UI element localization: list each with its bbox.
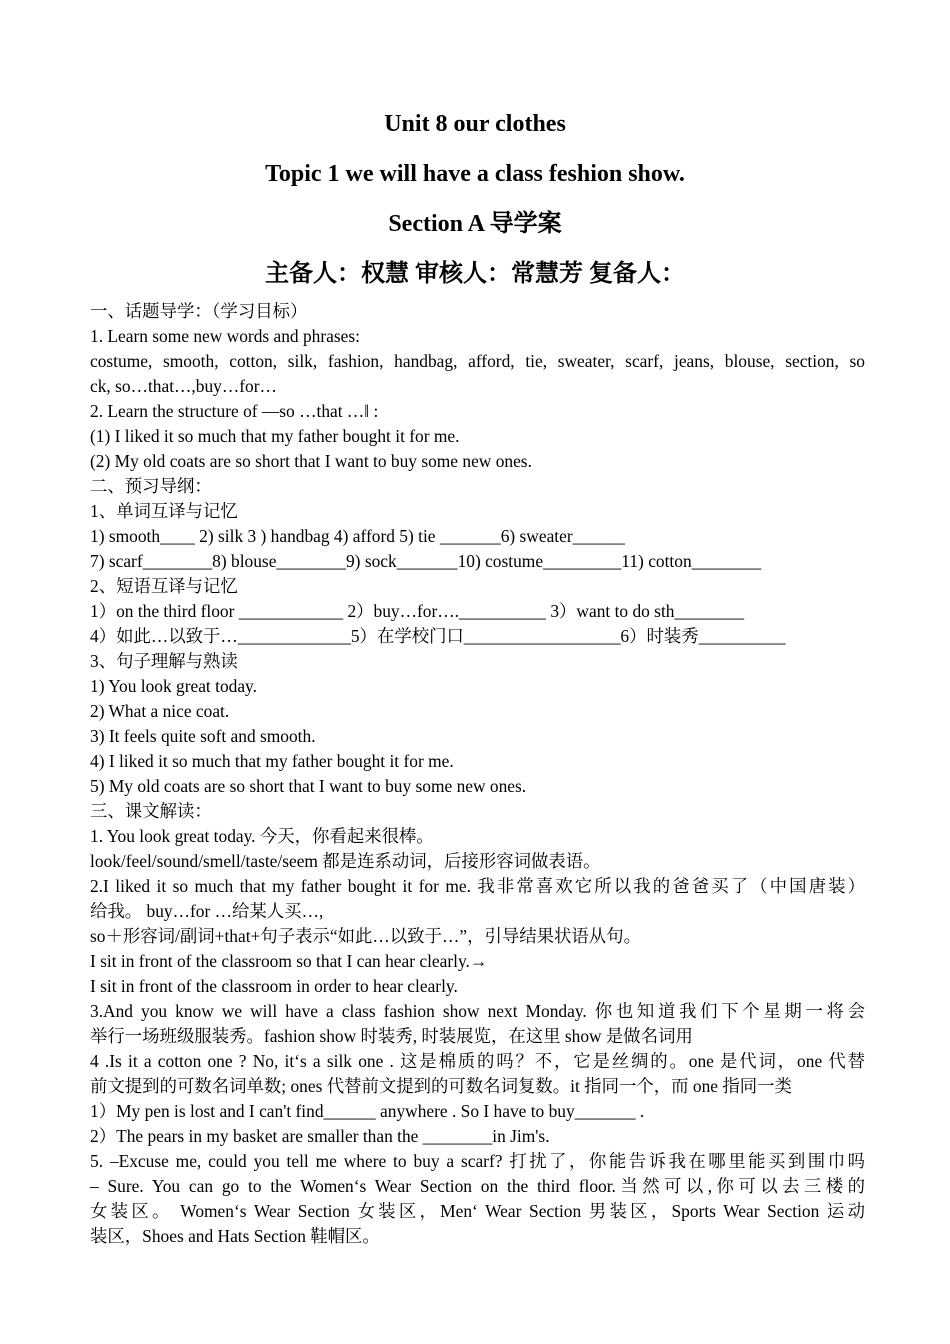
sentence-item: 1) You look great today. xyxy=(90,676,257,696)
objective-2: 2. Learn the structure of ―so …that …‖ : xyxy=(90,401,379,421)
example-sentence-1: (1) I liked it so much that my father bought it for me. xyxy=(90,426,460,446)
analysis-line: 举行一场班级服装秀。fashion show 时装秀, 时装展览，在这里 show 是做名词用 xyxy=(90,1026,693,1046)
analysis-line: I sit in front of the classroom so that I can hear clearly.→ xyxy=(90,951,488,971)
example-sentence-2: (2) My old coats are so short that I want to buy some new ones. xyxy=(90,451,532,471)
subheading-phrases: 2、短语互译与记忆 xyxy=(90,576,238,596)
analysis-line: 给我。 buy…for …给某人买…, xyxy=(90,901,324,921)
sentence-item: 2) What a nice coat. xyxy=(90,701,230,721)
word-exercise-row-2: 7) scarf________8) blouse________9) sock_______10) costume_________11) cotton________ xyxy=(90,551,762,571)
exercise-line: 1）My pen is lost and I can't find______ anywhere . So I have to buy_______ . xyxy=(90,1101,645,1121)
analysis-line: I sit in front of the classroom in order to hear clearly. xyxy=(90,976,458,996)
analysis-line: 1. You look great today. 今天，你看起来很棒。 xyxy=(90,826,434,846)
subheading-words: 1、单词互译与记忆 xyxy=(90,501,238,521)
topic-title: Topic 1 we will have a class feshion show. xyxy=(265,161,685,187)
phrase-exercise-row-1: 1）on the third floor ____________ 2）buy…for….__________ 3）want to do sth________ xyxy=(90,601,745,621)
heading-preview: 二、预习导纲： xyxy=(90,476,212,496)
section-title: Section A 导学案 xyxy=(388,211,562,237)
vocabulary-list: costume, smooth, cotton, silk, fashion, handbag, afford, tie, sweater, scarf, jeans, blouse, section, so xyxy=(90,351,865,371)
vocabulary-list-cont: ck, so…that…,buy…for… xyxy=(90,376,277,396)
analysis-line: 前文提到的可数名词单数; ones 代替前文提到的可数名词复数。it 指同一个，而 one 指同一类 xyxy=(90,1076,792,1096)
analysis-line: 2.I liked it so much that my father bought it for me. 我非常喜欢它所以我的爸爸买了（中国唐装） xyxy=(90,876,865,896)
analysis-line: – Sure. You can go to the Women‘s Wear Section on the third floor.当然可以,你可以去三楼的 xyxy=(90,1176,865,1196)
objective-1: 1. Learn some new words and phrases: xyxy=(90,326,360,346)
analysis-line: 4 .Is it a cotton one ? No, it‘s a silk one . 这是棉质的吗？不，它是丝绸的。one 是代词，one 代替 xyxy=(90,1051,865,1071)
heading-text-analysis: 三、课文解读： xyxy=(90,801,212,821)
unit-title: Unit 8 our clothes xyxy=(384,111,566,137)
sentence-item: 5) My old coats are so short that I want to buy some new ones. xyxy=(90,776,527,796)
phrase-exercise-row-2: 4）如此…以致于…_____________5）在学校门口__________________6）时装秀__________ xyxy=(90,626,786,646)
exercise-line: 2）The pears in my basket are smaller than the ________in Jim's. xyxy=(90,1126,550,1146)
analysis-line: 女装区。 Women‘s Wear Section 女装区，Men‘ Wear Section 男装区，Sports Wear Section 运动 xyxy=(90,1201,865,1221)
word-exercise-row-1: 1) smooth____ 2) silk 3 ) handbag 4) afford 5) tie _______6) sweater______ xyxy=(90,526,625,546)
sentence-item: 3) It feels quite soft and smooth. xyxy=(90,726,316,746)
analysis-line: look/feel/sound/smell/taste/seem 都是连系动词，后接形容词做表语。 xyxy=(90,851,601,871)
subheading-sentences: 3、句子理解与熟读 xyxy=(90,651,238,671)
analysis-line: so＋形容词/副词+that+句子表示“如此…以致于…”，引导结果状语从句。 xyxy=(90,926,641,946)
authors-line: 主备人：权慧 审核人：常慧芳 复备人： xyxy=(265,261,685,287)
sentence-item: 4) I liked it so much that my father bought it for me. xyxy=(90,751,454,771)
analysis-line: 装区，Shoes and Hats Section 鞋帽区。 xyxy=(90,1226,380,1246)
heading-topic-guide: 一、话题导学：（学习目标） xyxy=(90,301,308,321)
analysis-line: 5. –Excuse me, could you tell me where to buy a scarf? 打扰了，你能告诉我在哪里能买到围巾吗 xyxy=(90,1151,865,1171)
analysis-line: 3.And you know we will have a class fashion show next Monday. 你也知道我们下个星期一将会 xyxy=(90,1001,865,1021)
